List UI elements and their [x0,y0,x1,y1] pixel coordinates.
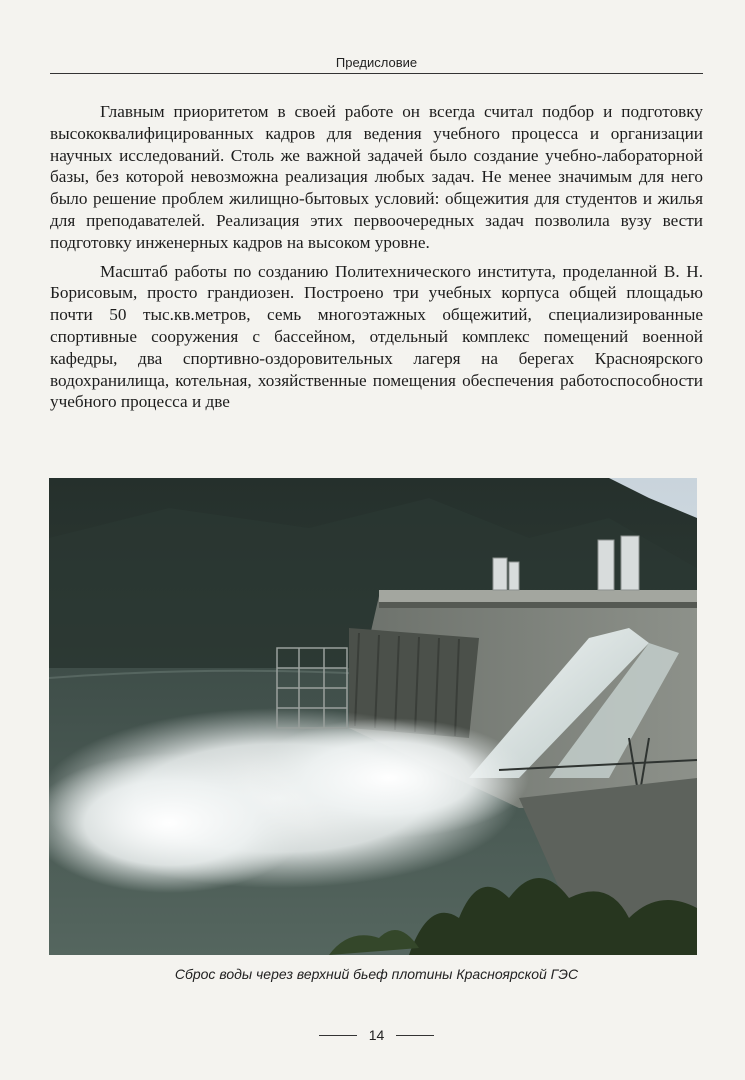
folio-left-dash [319,1035,357,1036]
paragraph-2: Масштаб работы по созданию Политехнического института, проделанной В. Н. Борисовым, просто грандиозен. Построено три учебных корпуса общей площадью почти 50 тыс.кв.метров, семь многоэтажных общежитий, специализированные спортивные сооружения с бассейном, отдельный комплекс помещений военной кафедры, два спортивно-оздоровительных лагеря на берегах Красноярского водохранилища, котельная, хозяйственные помещения обеспечения работоспособности учебного процесса и две [50,261,703,412]
figure-caption: Сброс воды через верхний бьеф плотины Красноярской ГЭС [174,966,579,982]
page-footer [50,1027,703,1043]
page-number: 14 [368,1027,385,1043]
dam-photo-illustration [49,478,697,955]
paragraph-1: Главным приоритетом в своей работе он всегда считал подбор и подготовку высококвалифицированных кадров для ведения учебного процесса и организации научных исследований. Столь же важной задачей было создание учебно-лабораторной базы, без которой невозможна реализация любых задач. Не менее значимым для него было решение проблем жилищно-бытовых условий: общежития для студентов и жилья для преподавателей. Реализация этих первоочередных задач позволила вузу вести подготовку инженерных кадров на высоком уровне. [50,102,703,252]
header-rule [50,73,703,74]
dam-photo [49,478,697,955]
running-header: Предисловие [335,55,418,70]
folio-right-dash [396,1035,434,1036]
body-text [50,101,703,413]
